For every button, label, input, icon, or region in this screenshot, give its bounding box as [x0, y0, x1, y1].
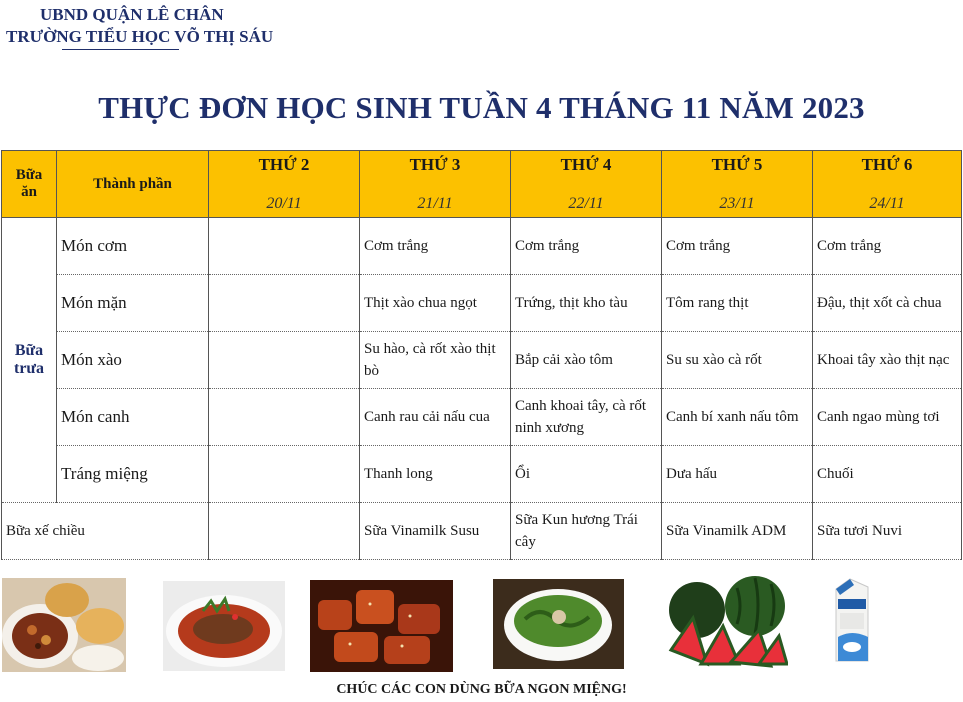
dish-cell — [209, 332, 360, 389]
dish-cell: Khoai tây xào thịt nạc — [813, 332, 962, 389]
milk-carton-photo — [830, 577, 872, 665]
dish-cell: Cơm trắng — [511, 218, 662, 275]
day-header — [209, 151, 360, 218]
header-row — [2, 151, 962, 218]
day-name: THỨ 4 — [560, 155, 612, 174]
footer-message: CHÚC CÁC CON DÙNG BỮA NGON MIỆNG! — [336, 682, 627, 697]
menu-row — [2, 332, 962, 389]
dish-cell: Tôm rang thịt — [662, 275, 813, 332]
day-name: THỨ 5 — [711, 155, 763, 174]
snack-label: Bữa xế chiều — [2, 503, 209, 560]
dish-cell: Bắp cải xào tôm — [511, 332, 662, 389]
fish-dish-photo — [163, 581, 285, 671]
dish-cell: Chuối — [813, 446, 962, 503]
component-label: Món cơm — [57, 218, 209, 275]
col-part-header: Thành phần — [57, 151, 209, 218]
menu-table — [1, 150, 962, 560]
day-name: THỨ 6 — [861, 155, 913, 174]
dish-cell: Cơm trắng — [360, 218, 511, 275]
dish-cell: Cơm trắng — [662, 218, 813, 275]
menu-row — [2, 389, 962, 446]
school-header — [6, 4, 273, 48]
component-label: Món canh — [57, 389, 209, 446]
day-date: 20/11 — [266, 195, 302, 212]
day-header — [360, 151, 511, 218]
day-date: 24/11 — [869, 195, 905, 212]
dish-cell: Thịt xào chua ngọt — [360, 275, 511, 332]
component-label: Tráng miệng — [57, 446, 209, 503]
lunch-label: Bữa trưa — [2, 218, 57, 503]
dish-cell: Đậu, thịt xốt cà chua — [813, 275, 962, 332]
day-header — [813, 151, 962, 218]
dish-cell — [209, 389, 360, 446]
dish-cell: Canh rau cải nấu cua — [360, 389, 511, 446]
dish-cell: Canh khoai tây, cà rốt ninh xương — [511, 389, 662, 446]
dish-cell: Cơm trắng — [813, 218, 962, 275]
snack-row — [2, 503, 962, 560]
dish-cell — [209, 275, 360, 332]
watermelon-photo — [667, 576, 788, 670]
day-name: THỨ 2 — [258, 155, 310, 174]
dish-cell: Su su xào cà rốt — [662, 332, 813, 389]
dish-cell — [209, 446, 360, 503]
dish-cell: Trứng, thịt kho tàu — [511, 275, 662, 332]
dish-cell: Canh ngao mùng tơi — [813, 389, 962, 446]
col-meal-header: Bữa ăn — [2, 151, 57, 218]
component-label: Món mặn — [57, 275, 209, 332]
day-header — [511, 151, 662, 218]
page-title: THỰC ĐƠN HỌC SINH TUẦN 4 THÁNG 11 NĂM 2023 — [98, 90, 865, 125]
day-date: 23/11 — [719, 195, 755, 212]
component-label: Món xào — [57, 332, 209, 389]
braised-pork-photo — [310, 580, 453, 672]
dish-cell: Sữa Vinamilk ADM — [662, 503, 813, 560]
bread-stew-photo — [2, 578, 126, 672]
dish-cell — [209, 218, 360, 275]
dish-cell: Sữa Vinamilk Susu — [360, 503, 511, 560]
org-line-district: UBND QUẬN LÊ CHÂN — [40, 5, 224, 24]
menu-row — [2, 218, 962, 275]
day-date: 21/11 — [417, 195, 453, 212]
dish-cell: Dưa hấu — [662, 446, 813, 503]
dish-cell: Sữa Kun hương Trái cây — [511, 503, 662, 560]
day-name: THỨ 3 — [409, 155, 461, 174]
menu-row — [2, 275, 962, 332]
dish-cell: Sữa tươi Nuvi — [813, 503, 962, 560]
dish-cell: Su hào, cà rốt xào thịt bò — [360, 332, 511, 389]
dish-cell: Canh bí xanh nấu tôm — [662, 389, 813, 446]
dish-cell: Thanh long — [360, 446, 511, 503]
menu-row — [2, 446, 962, 503]
org-line-school: TRƯỜNG TIỂU HỌC VÕ THỊ SÁU — [6, 27, 274, 46]
soup-bowl-photo — [493, 579, 624, 669]
dish-cell: Ổi — [511, 446, 662, 503]
dish-cell — [209, 503, 360, 560]
day-header — [662, 151, 813, 218]
day-date: 22/11 — [568, 195, 604, 212]
food-photos — [0, 576, 963, 676]
